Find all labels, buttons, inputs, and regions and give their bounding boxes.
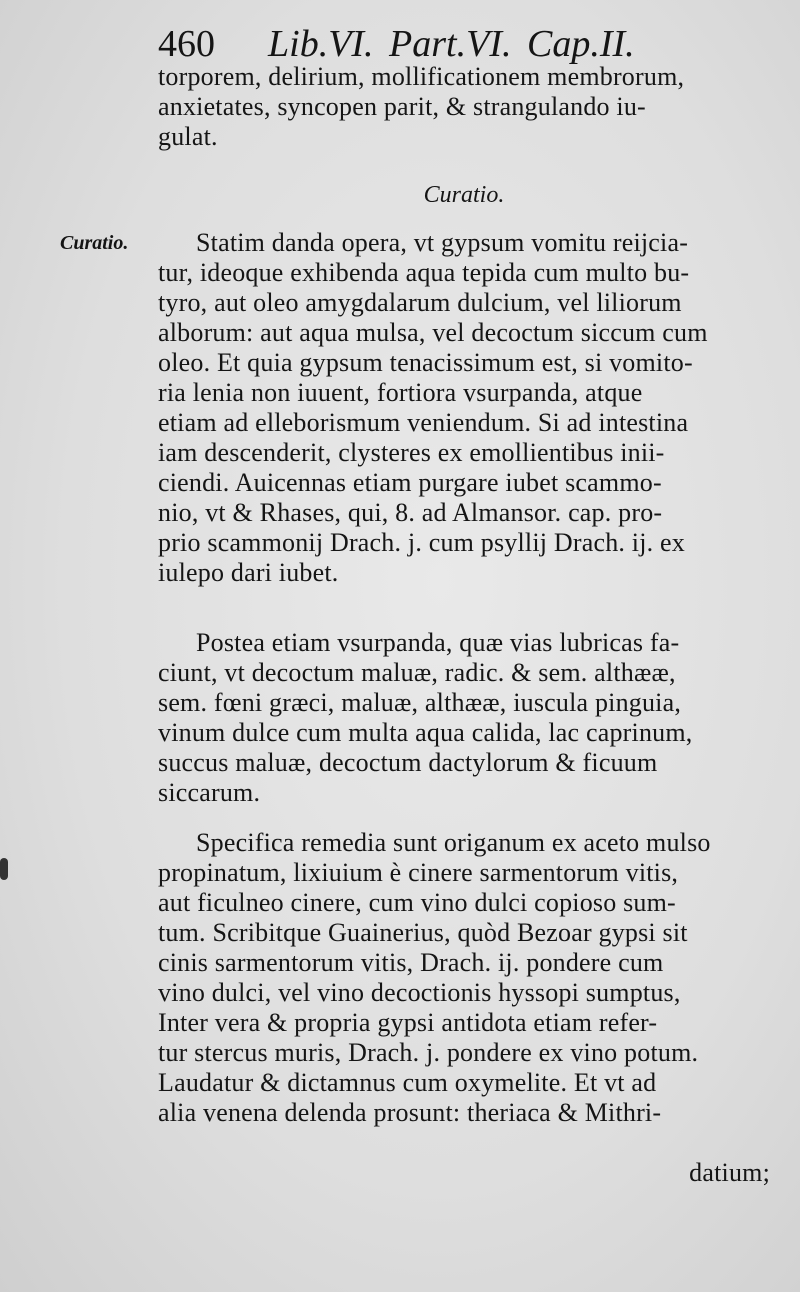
text-line: tur stercus muris, Drach. j. pondere ex vino potum. <box>158 1038 699 1067</box>
text-line: alia venena delenda prosunt: theriaca & Mithri- <box>158 1098 662 1127</box>
text-line: propinatum, lixiuium è cinere sarmentorum vitis, <box>158 858 679 887</box>
text-line: oleo. Et quia gypsum tenacissimum est, si vomito- <box>158 348 693 377</box>
paragraph-3 <box>158 828 770 1128</box>
text-line: sem. fœni græci, maluæ, althææ, iuscula pinguia, <box>158 688 682 717</box>
text-line: iam descenderit, clysteres ex emollientibus inii- <box>158 438 665 467</box>
section-heading: Curatio. <box>423 182 505 208</box>
text-line: siccarum. <box>158 778 261 807</box>
text-line: vino dulci, vel vino decoctionis hyssopi sumptus, <box>158 978 681 1007</box>
text-line: gulat. <box>158 122 218 151</box>
text-line: anxietates, syncopen parit, & strangulando iu- <box>158 92 646 121</box>
text-line: tur, ideoque exhibenda aqua tepida cum multo bu- <box>158 258 690 287</box>
text-line: ciendi. Auicennas etiam purgare iubet scammo- <box>158 468 662 497</box>
text-line: prio scammonij Drach. j. cum psyllij Drach. ij. ex <box>158 528 685 557</box>
text-line: aut ficulneo cinere, cum vino dulci copioso sum- <box>158 888 676 917</box>
text-line: alborum: aut aqua mulsa, vel decoctum siccum cum <box>158 318 708 347</box>
text-line: succus maluæ, decoctum dactylorum & ficuum <box>158 748 658 777</box>
intro-text <box>158 62 770 152</box>
text-line: ciunt, vt decoctum maluæ, radic. & sem. althææ, <box>158 658 676 687</box>
text-line: Specifica remedia sunt origanum ex aceto mulso <box>196 828 711 857</box>
text-line: tum. Scribitque Guainerius, quòd Bezoar gypsi sit <box>158 918 688 947</box>
margin-note: Curatio. <box>60 232 129 254</box>
page-number: 460 <box>158 23 215 65</box>
text-line: Postea etiam vsurpanda, quæ vias lubricas fa- <box>196 628 680 657</box>
text-line: etiam ad elleborismum veniendum. Si ad intestina <box>158 408 689 437</box>
text-line: vinum dulce cum multa aqua calida, lac caprinum, <box>158 718 693 747</box>
text-line: iulepo dari iubet. <box>158 558 339 587</box>
text-line: Inter vera & propria gypsi antidota etiam refer- <box>158 1008 658 1037</box>
paragraph-1 <box>158 228 770 588</box>
text-line: nio, vt & Rhases, qui, 8. ad Almansor. cap. pro- <box>158 498 663 527</box>
text-line: torporem, delirium, mollificationem membrorum, <box>158 62 685 91</box>
text-line: tyro, aut oleo amygdalarum dulcium, vel liliorum <box>158 288 682 317</box>
running-title: Lib.VI. Part.VI. Cap.II. <box>268 23 635 65</box>
text-line: Statim danda opera, vt gypsum vomitu reijcia- <box>196 228 689 257</box>
text-line: ria lenia non iuuent, fortiora vsurpanda, atque <box>158 378 643 407</box>
text-line: Laudatur & dictamnus cum oxymelite. Et vt ad <box>158 1068 657 1097</box>
text-line: cinis sarmentorum vitis, Drach. ij. pondere cum <box>158 948 664 977</box>
catchword: datium; <box>689 1158 770 1187</box>
margin-ink-blot <box>0 858 8 880</box>
catchword-line <box>158 1158 770 1188</box>
paragraph-2 <box>158 628 770 808</box>
